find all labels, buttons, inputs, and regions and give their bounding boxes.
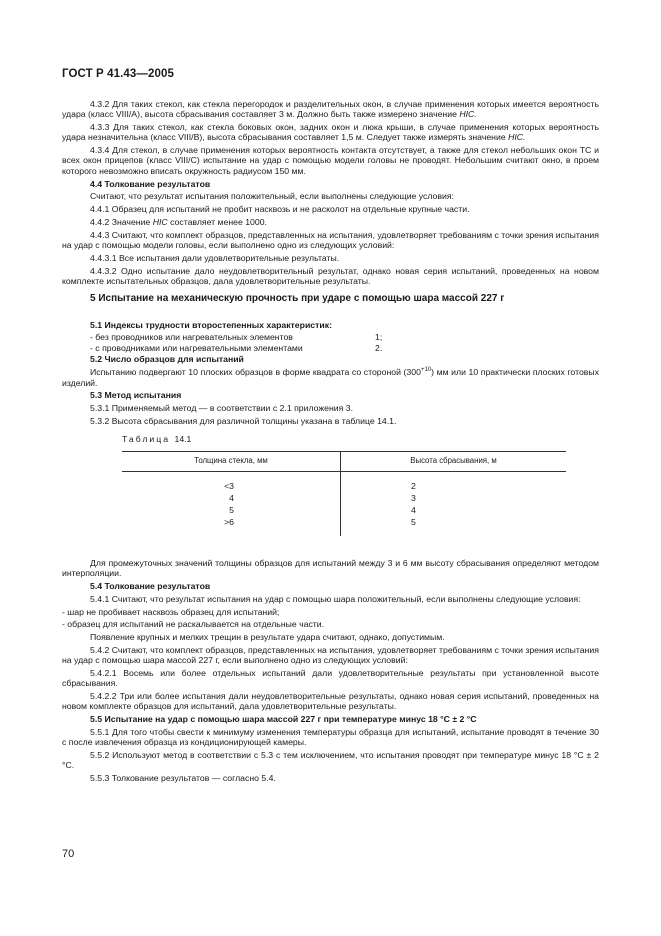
heading-5-3: 5.3 Метод испытания bbox=[90, 390, 182, 401]
paragraph-4-4-3-1: 4.4.3.1 Все испытания дали удовлетворительные результаты. bbox=[90, 252, 340, 263]
table-header-thickness: Толщина стекла, мм bbox=[122, 451, 341, 471]
paragraph-5-4-2-1: 5.4.2.1 Восемь или более отдельных испытаний дали удовлетворительные результаты при установленной высоте сбрасывания. bbox=[62, 667, 599, 689]
paragraph-5-3-1: 5.3.1 Применяемый метод — в соответствии с 2.1 приложения 3. bbox=[90, 403, 354, 414]
paragraph-4-4: Считают, что результат испытания положительный, если выполнены следующие условия: bbox=[90, 191, 454, 202]
paragraph-4-3-3: 4.3.3 Для таких стекол, как стекла боковых окон, задних окон и люка крыши, в случае применения которых вероятность удара незначительна (класс VIII/B), высота сбрасывания составляет 1,5 м. Следует также измерять значение HIC. bbox=[62, 122, 599, 143]
paragraph-5-4-2: 5.4.2 Считают, что комплект образцов, представленных на испытания, удовлетворяет требованиям с точки зрения испытания на удар с помощью шара массой 227 г, если выполнено одно из следующих условий: bbox=[62, 644, 599, 666]
paragraph-4-4-2: 4.4.2 Значение HIC составляет менее 1000. bbox=[90, 216, 267, 227]
heading-5-4: 5.4 Толкование результатов bbox=[90, 580, 211, 591]
table-cell: 5 bbox=[411, 516, 416, 527]
paragraph-5-5-2: 5.5.2 Используют метод в соответствии с 5.3 с тем исключением, что испытания проводят при температуре минус 18 °С ± 2 °С. bbox=[62, 750, 599, 771]
table-cell: 4 bbox=[411, 504, 416, 515]
list-item: - с проводниками или нагревательными элементами 2. bbox=[90, 343, 383, 354]
table-cell: 3 bbox=[411, 492, 416, 503]
page-number: 70 bbox=[62, 848, 75, 860]
paragraph-5-5-3: 5.5.3 Толкование результатов — согласно 5.4. bbox=[90, 773, 276, 784]
paragraph-4-3-4: 4.3.4 Для стекол, в случае применения которых вероятность контакта отсутствует, а также для стекол небольших окон ТС и всех окон прицепов (класс VIII/C) испытание на удар с помощью модели головы не проводят. Небольшим считают окно, в проем которого невозможно вписать окружность радиусом 150 мм. bbox=[62, 145, 599, 176]
table-column-drop-height bbox=[341, 471, 567, 536]
paragraph-5-5-1: 5.5.1 Для того чтобы свести к минимуму изменения температуры образца для испытаний, испытание проводят в течение 30 с после извлечения образца из кондиционирующей камеры. bbox=[62, 726, 599, 748]
heading-5-5: 5.5 Испытание на удар с помощью шара массой 227 г при температуре минус 18 °С ± 2 °С bbox=[90, 714, 477, 725]
paragraph-4-4-1: 4.4.1 Образец для испытаний не пробит насквозь и не расколот на отдельные крупные части. bbox=[90, 204, 470, 215]
table-cell: 5 bbox=[229, 504, 234, 515]
heading-4-4: 4.4 Толкование результатов bbox=[90, 178, 211, 189]
document-body bbox=[62, 99, 599, 786]
table-cell: 2 bbox=[411, 480, 416, 491]
paragraph-interpolation: Для промежуточных значений толщины образцов для испытаний между 3 и 6 мм высоту сбрасывания определяют методом интерполяции. bbox=[62, 557, 599, 579]
table-column-thickness bbox=[122, 471, 341, 536]
table-cell: >6 bbox=[224, 516, 234, 527]
paragraph-5-4-1: 5.4.1 Считают, что результат испытания на удар с помощью шара положительный, если выполнены следующие условия: bbox=[90, 593, 581, 604]
table-caption: Таблица 14.1 bbox=[122, 434, 192, 445]
heading-5-2: 5.2 Число образцов для испытаний bbox=[90, 354, 244, 365]
heading-5-1: 5.1 Индексы трудности второстепенных характеристик: bbox=[90, 319, 332, 330]
paragraph-4-4-3: 4.4.3 Считают, что комплект образцов, представленных на испытания, удовлетворяет требованиям с точки зрения испытания на удар с помощью модели головы, если выполнено одно из следующих условий: bbox=[62, 229, 599, 251]
paragraph-5-3-2: 5.3.2 Высота сбрасывания для различной толщины указана в таблице 14.1. bbox=[90, 415, 397, 426]
table-header-drop-height: Высота сбрасывания, м bbox=[341, 451, 567, 471]
table-14-1 bbox=[122, 451, 566, 536]
paragraph-cracks: Появление крупных и мелких трещин в результате удара считают, однако, допустимым. bbox=[90, 632, 445, 643]
list-item: - образец для испытаний не раскалывается на отдельные части. bbox=[62, 619, 325, 630]
paragraph-5-4-2-2: 5.4.2.2 Три или более испытания дали неудовлетворительные результаты, однако новая серия испытаний, проведенных на новом комплекте образцов для испытаний, дала удовлетворительные результаты. bbox=[62, 691, 599, 712]
paragraph-4-4-3-2: 4.4.3.2 Одно испытание дало неудовлетворительный результат, однако новая серия испытаний, проведенных на новом комплекте испытательных образцов, дала удовлетворительные результаты. bbox=[62, 265, 599, 286]
standard-code-header: ГОСТ Р 41.43—2005 bbox=[62, 68, 174, 80]
paragraph-5-2: Испытанию подвергают 10 плоских образцов в форме квадрата со стороной $(300^{+10})$ мм или 10 практически плоских готовых изделий. bbox=[62, 367, 599, 388]
section-5-title: 5 Испытание на механическую прочность при ударе с помощью шара массой 227 г bbox=[90, 293, 505, 305]
table-cell: 4 bbox=[229, 492, 234, 503]
list-item: - без проводников или нагревательных элементов 1; bbox=[90, 331, 383, 342]
paragraph-4-3-2: 4.3.2 Для таких стекол, как стекла перегородок и разделительных окон, в случае применения которых имеется вероятность удара (класс VIII/A), высота сбрасывания составляет 3 м. Должно быть также измерено значение HIC. bbox=[62, 99, 599, 120]
table-cell: <3 bbox=[224, 480, 234, 491]
list-item: - шар не пробивает насквозь образец для испытаний; bbox=[62, 606, 280, 617]
